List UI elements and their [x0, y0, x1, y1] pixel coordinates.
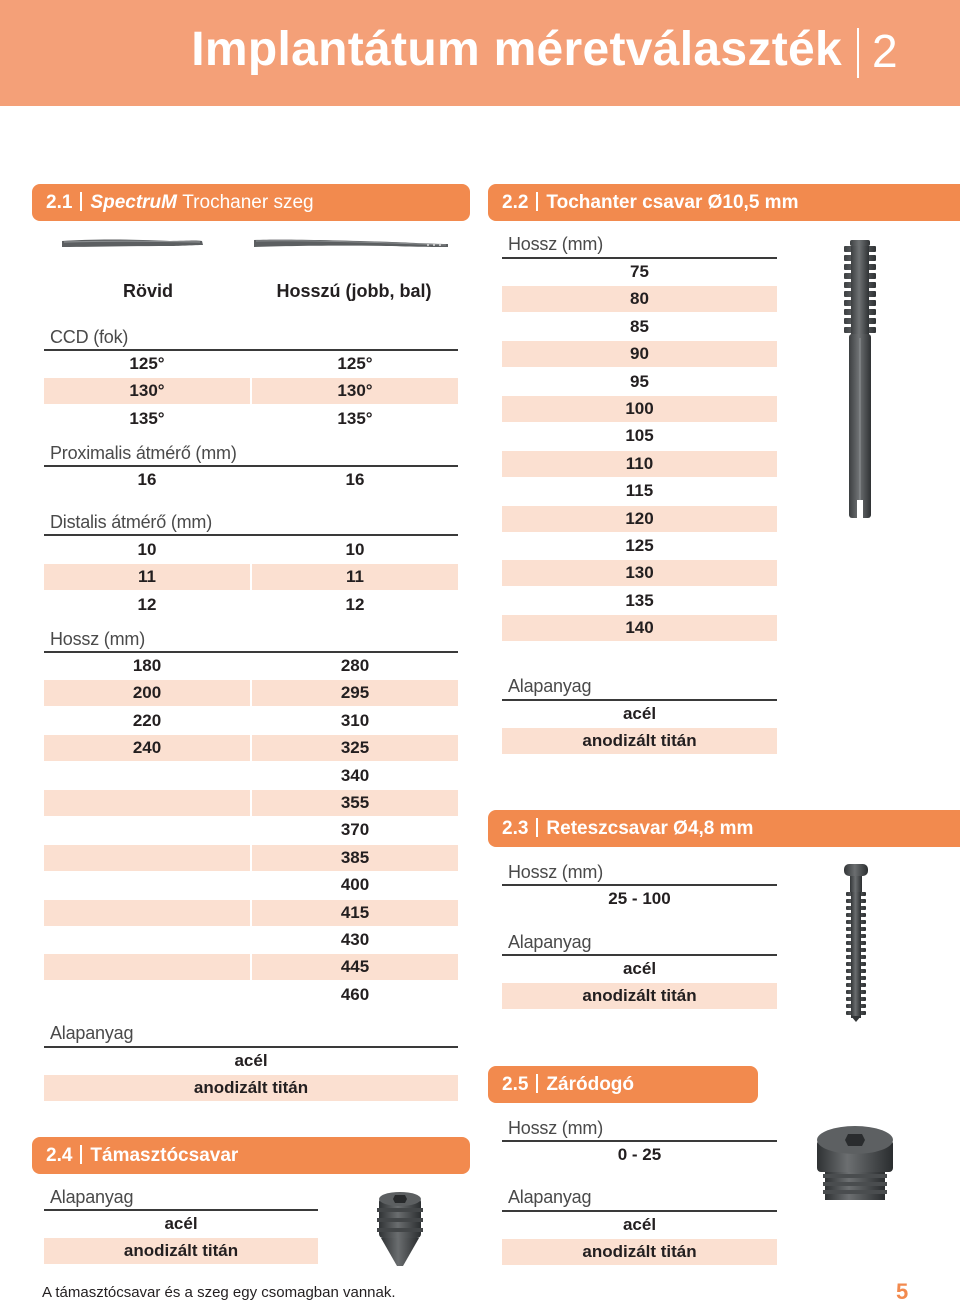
distal-long-cell: 10	[345, 540, 365, 559]
material-row: anodizált titán	[502, 1239, 777, 1265]
section-2-1-heading	[32, 184, 470, 221]
distal-short-cell: 11	[138, 567, 156, 587]
material-row: acél	[622, 1215, 657, 1234]
table-row	[44, 845, 458, 871]
table-row	[44, 680, 458, 706]
brand-name: SpectruM	[90, 192, 177, 213]
section-number: 2.2	[502, 192, 529, 213]
length-row: 95	[630, 371, 649, 391]
section-title: Tochanter csavar Ø10,5 mm	[546, 192, 799, 213]
length-short-cell	[44, 927, 250, 953]
table-row	[44, 351, 458, 377]
section-number: 2.4	[46, 1145, 73, 1166]
material-row: acél	[622, 959, 657, 978]
short-nail-image	[60, 236, 206, 252]
length-long-cell: 400	[340, 875, 370, 895]
length-short-cell	[44, 872, 250, 898]
distal-short-cell: 12	[137, 594, 157, 614]
length-long-cell: 430	[340, 930, 370, 949]
length-long-cell: 325	[340, 738, 370, 758]
support-screw-image	[373, 1190, 427, 1270]
length-short-cell	[44, 817, 250, 843]
length-long-cell: 370	[340, 820, 370, 840]
ccd-long-cell: 130°	[337, 381, 373, 401]
material-row: anodizált titán	[44, 1075, 458, 1101]
table-row	[44, 537, 458, 563]
table-row	[44, 735, 458, 761]
material-label: Alapanyag	[508, 1187, 592, 1207]
material-row: acél	[164, 1214, 198, 1233]
section-2-2-heading	[488, 184, 960, 221]
length-short-cell: 200	[132, 683, 162, 703]
length-row: 140	[502, 615, 777, 641]
page-number: 5	[896, 1279, 909, 1304]
section-2-3-heading	[488, 810, 960, 847]
section-number: 2.5	[502, 1074, 529, 1095]
length-short-cell	[44, 982, 250, 1008]
table-rule	[44, 534, 458, 536]
ccd-long-cell: 125°	[337, 354, 373, 373]
chapter-number: 2	[872, 25, 898, 77]
heading-divider	[536, 1074, 538, 1093]
length-label: Hossz (mm)	[508, 234, 603, 254]
section-2-4-heading	[32, 1137, 470, 1174]
table-row	[44, 872, 458, 898]
length-short-cell: 220	[132, 710, 162, 730]
length-long-cell: 460	[340, 984, 370, 1004]
material-label: Alapanyag	[50, 1187, 134, 1207]
length-short-cell: 180	[132, 656, 162, 675]
distal-long-cell: 11	[346, 567, 364, 587]
proximal-diameter-label: Proximalis átmérő (mm)	[50, 443, 237, 463]
heading-divider	[80, 1145, 82, 1164]
length-short-cell	[44, 763, 250, 789]
table-row	[44, 763, 458, 789]
proximal-short-cell: 16	[137, 470, 157, 489]
length-label: Hossz (mm)	[508, 1118, 603, 1138]
table-row	[44, 982, 458, 1008]
table-row	[44, 378, 458, 404]
distal-short-cell: 10	[137, 540, 157, 559]
distal-long-cell: 12	[345, 594, 365, 614]
table-row	[44, 927, 458, 953]
table-row	[44, 817, 458, 843]
page-header	[0, 0, 960, 106]
length-row: 135	[625, 590, 654, 610]
section-title: Támasztócsavar	[90, 1145, 239, 1166]
table-row	[44, 653, 458, 679]
distal-diameter-label: Distalis átmérő (mm)	[50, 512, 213, 532]
table-row	[44, 954, 458, 980]
length-row: 80	[502, 286, 777, 312]
long-nail-image	[252, 236, 452, 252]
column-short: Rövid	[122, 281, 173, 301]
length-long-cell: 355	[340, 793, 370, 812]
section-number: 2.3	[502, 818, 529, 839]
length-short-cell	[44, 954, 250, 980]
ccd-short-cell: 125°	[129, 354, 165, 373]
table-row	[44, 790, 458, 816]
section-2-5-heading	[488, 1066, 758, 1103]
length-row: 85	[630, 316, 649, 336]
section-title: Trochaner szeg	[182, 192, 314, 213]
heading-divider	[536, 192, 538, 211]
trochanter-screw-image	[838, 238, 882, 524]
header-divider	[857, 28, 859, 78]
material-row: acél	[234, 1051, 268, 1070]
length-label: Hossz (mm)	[508, 862, 603, 882]
length-row: 115	[625, 481, 654, 501]
material-label: Alapanyag	[508, 676, 592, 696]
length-long-cell: 295	[340, 683, 370, 703]
length-row: 130	[502, 560, 777, 586]
proximal-long-cell: 16	[345, 470, 365, 489]
length-short-cell	[44, 900, 250, 926]
section-number: 2.1	[46, 192, 73, 213]
length-row: 75	[630, 262, 649, 281]
length-label: Hossz (mm)	[50, 629, 145, 649]
material-row: anodizált titán	[502, 983, 777, 1009]
end-cap-image	[815, 1122, 895, 1204]
ccd-short-cell: 130°	[129, 381, 165, 401]
heading-divider	[536, 818, 538, 837]
length-long-cell: 340	[340, 765, 370, 785]
length-long-cell: 415	[340, 902, 370, 922]
length-long-cell: 280	[340, 656, 370, 675]
material-row: acél	[622, 704, 657, 723]
length-long-cell: 310	[340, 710, 370, 730]
material-row: anodizált titán	[44, 1238, 318, 1264]
length-row: 90	[502, 341, 777, 367]
length-row: 105	[625, 426, 654, 446]
length-row: 0 - 25	[617, 1145, 662, 1164]
length-long-cell: 385	[340, 847, 370, 867]
length-short-cell: 240	[132, 738, 162, 758]
ccd-long-cell: 135°	[337, 408, 373, 428]
table-row	[44, 406, 458, 432]
section-title: Záródogó	[546, 1074, 635, 1095]
length-short-cell	[44, 845, 250, 871]
material-label: Alapanyag	[50, 1023, 134, 1043]
material-row: anodizált titán	[502, 728, 777, 754]
length-row: 100	[502, 396, 777, 422]
ccd-short-cell: 135°	[129, 408, 165, 428]
table-row	[44, 564, 458, 590]
table-row	[44, 900, 458, 926]
column-long: Hosszú (jobb, bal)	[276, 281, 432, 301]
length-short-cell	[44, 790, 250, 816]
page-title: Implantátum méretválaszték	[191, 23, 842, 76]
locking-screw-image	[838, 862, 874, 1022]
length-row: 125	[625, 536, 654, 555]
length-long-cell: 445	[340, 957, 370, 977]
table-row	[44, 708, 458, 734]
material-label: Alapanyag	[508, 932, 592, 952]
table-row	[44, 592, 458, 618]
ccd-label: CCD (fok)	[50, 327, 129, 347]
table-row	[44, 467, 458, 493]
length-row: 25 - 100	[608, 889, 671, 908]
length-row: 110	[502, 451, 777, 477]
heading-divider	[80, 192, 82, 211]
footnote: A támasztócsavar és a szeg egy csomagban vannak.	[42, 1284, 396, 1301]
length-row: 120	[502, 506, 777, 532]
section-title: Reteszcsavar Ø4,8 mm	[546, 818, 754, 839]
